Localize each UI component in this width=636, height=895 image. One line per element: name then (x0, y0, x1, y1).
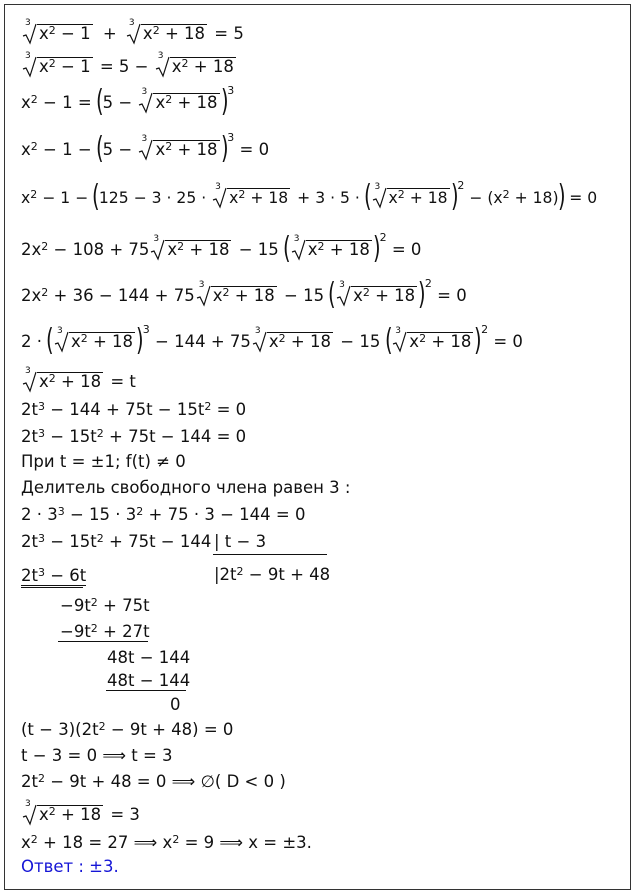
big-paren: ( (46, 322, 54, 358)
math-term: x (493, 189, 503, 207)
radical-index: 3 (56, 326, 63, 336)
math-term: + 18 (189, 240, 230, 259)
division-remainder-2: 48t − 144 (107, 648, 191, 667)
math-term: 125 − 3 · 25 · (98, 189, 207, 207)
exponent: 2 (30, 188, 38, 201)
radicand (351, 286, 417, 305)
cube-root (21, 18, 93, 44)
cube-root (125, 18, 207, 44)
math-term: + 18 (234, 286, 275, 305)
big-paren: ) (220, 83, 229, 119)
math-term: 2t (21, 400, 38, 419)
math-term: − 1 = (43, 93, 92, 112)
radicand (153, 93, 219, 112)
equation-line-16: t − 3 = 0 ⟹ t = 3 (21, 746, 173, 765)
division-subtract-1 (21, 566, 86, 586)
radical-index: 3 (25, 51, 31, 61)
cube-root (391, 326, 473, 352)
math-term: x (21, 93, 31, 112)
math-term: 2x (21, 240, 42, 259)
radicand (211, 286, 277, 305)
big-paren: ) (557, 178, 566, 214)
math-term: − 144 + 75 (155, 332, 251, 351)
exponent: 2 (502, 188, 510, 201)
answer-line: Ответ : ±3. (21, 857, 119, 876)
radical-index: 3 (157, 51, 164, 61)
math-term: + 75t − 144 (109, 532, 212, 551)
text-line-12: При t = ±1; f(t) ≠ 0 (21, 452, 186, 471)
radical-index: 3 (25, 366, 31, 376)
cube-root (290, 234, 372, 260)
big-paren: ( (92, 178, 100, 214)
equation-line-7 (21, 276, 467, 312)
cube-root (335, 280, 417, 306)
radicand (37, 57, 93, 76)
math-term: + 18 (177, 93, 218, 112)
exponent: 2 (379, 231, 387, 244)
cube-root (21, 366, 103, 392)
equation-line-18 (21, 799, 140, 825)
exponent: 2 (457, 179, 465, 192)
math-term: x (155, 93, 166, 112)
equation-line-19 (21, 833, 312, 853)
big-paren: ( (363, 178, 372, 214)
exponent: 2 (37, 772, 45, 785)
equation-line-1 (21, 18, 244, 44)
math-term: 2 · 3 (21, 505, 58, 524)
math-term: |2t (214, 565, 237, 584)
math-term: x (155, 140, 166, 159)
exponent: 2 (397, 188, 405, 201)
math-term: x (39, 24, 49, 43)
exponent: 2 (90, 596, 98, 609)
equation-line-9 (21, 366, 136, 392)
radicand (306, 240, 372, 259)
exponent: 2 (181, 57, 189, 70)
radicand (387, 188, 450, 207)
equation-line-10 (21, 400, 246, 420)
cube-root (21, 51, 93, 77)
exponent: 2 (317, 240, 325, 253)
exponent: 2 (48, 805, 56, 818)
radical-index: 3 (25, 18, 31, 28)
math-term: − 108 + 75 (53, 240, 150, 259)
exponent: 2 (48, 57, 56, 70)
math-term: + 75t (103, 596, 150, 615)
math-term: −9t (60, 622, 91, 641)
equation-line-11 (21, 427, 246, 447)
math-term: x (21, 140, 31, 159)
math-term: x (388, 189, 398, 207)
math-term: x (171, 57, 182, 76)
exponent: 2 (165, 140, 173, 153)
math-term: x (70, 332, 81, 351)
math-term: = 9 ⟹ x = ±3. (184, 833, 312, 852)
math-term: − (469, 189, 483, 207)
exponent: 2 (278, 332, 286, 345)
exponent: 2 (96, 427, 104, 440)
math-term: 5 − (102, 93, 133, 112)
big-paren: ( (95, 130, 104, 166)
math-term: x (39, 372, 49, 391)
radicand (153, 140, 219, 159)
math-term: + 18 (409, 189, 448, 207)
math-term: − 15 · 3 (69, 505, 137, 524)
radicand (37, 24, 93, 43)
radical-index: 3 (293, 234, 300, 244)
radical-index: 3 (153, 234, 160, 244)
division-quotient (214, 565, 330, 585)
math-term: x (307, 240, 318, 259)
big-paren: ) (372, 230, 381, 266)
division-subtract-3: 48t − 144 (107, 671, 191, 690)
math-term: 2t (21, 427, 38, 446)
cube-root (21, 799, 103, 825)
equation-line-4 (21, 130, 270, 166)
math-term: = 0 (216, 400, 247, 419)
exponent: 2 (362, 286, 370, 299)
equation-line-14 (21, 505, 305, 525)
exponent: 3 (37, 566, 45, 579)
math-term: − 15t (50, 427, 97, 446)
subtract-line-1 (21, 587, 83, 588)
exponent: 3 (227, 131, 235, 144)
cube-root (371, 182, 450, 208)
math-term: 2 · (21, 332, 42, 351)
divisor-line (213, 554, 327, 555)
math-term: + 75 · 3 − 144 = 0 (148, 505, 306, 524)
math-term: − 9t + 48) = 0 (110, 720, 234, 739)
exponent: 2 (30, 93, 38, 106)
math-term: = 3 (110, 805, 140, 824)
math-term: + 18 (61, 372, 102, 391)
division-subtract-2 (60, 622, 150, 642)
math-term: 2t (21, 772, 38, 791)
radicand (37, 805, 103, 824)
equation-line-17 (21, 772, 286, 792)
exponent: 3 (142, 323, 150, 336)
radicand (170, 57, 236, 76)
radicand (227, 188, 290, 207)
cube-root (154, 51, 236, 77)
radicand (407, 332, 473, 351)
math-term: − 144 + 75t − 15t (50, 400, 205, 419)
radical-index: 3 (198, 280, 205, 290)
math-term: = t (110, 372, 136, 391)
math-term: 2x (21, 286, 42, 305)
exponent: 2 (30, 833, 38, 846)
big-paren: ( (328, 276, 337, 312)
exponent: 2 (165, 93, 173, 106)
math-term: + (102, 24, 117, 43)
radicand (267, 332, 333, 351)
math-term: = 5 − (99, 57, 149, 76)
math-term (21, 566, 86, 586)
math-term: − 9t + 48 = 0 ⟹ ∅( D < 0 ) (50, 772, 286, 791)
math-term: −9t (60, 596, 91, 615)
exponent: 2 (41, 240, 49, 253)
big-paren: ) (450, 178, 459, 214)
exponent: 2 (177, 240, 185, 253)
radical-index: 3 (395, 326, 402, 336)
math-term: 2t (21, 532, 38, 551)
math-term: = 0 (569, 189, 598, 207)
cube-root (137, 87, 219, 113)
math-term: + 18 (164, 24, 206, 43)
exponent: 2 (48, 372, 56, 385)
cube-root (53, 326, 135, 352)
math-term: x (21, 189, 31, 207)
radical-index: 3 (254, 326, 261, 336)
cube-root (195, 280, 277, 306)
big-paren: ( (95, 83, 104, 119)
equation-line-6 (21, 230, 422, 266)
math-term: + 36 − 144 + 75 (53, 286, 195, 305)
math-term: x (39, 805, 49, 824)
radical-index: 3 (141, 134, 148, 144)
exponent: 2 (481, 323, 489, 336)
math-term: 5 − (102, 140, 133, 159)
math-term: x (21, 833, 31, 852)
equation-line-2 (21, 51, 238, 77)
radicand (69, 332, 135, 351)
equation-line-15 (21, 720, 233, 740)
radical-index: 3 (339, 280, 345, 290)
division-remainder-1 (60, 596, 150, 616)
exponent: 2 (172, 833, 180, 846)
math-term: − 1 − (42, 189, 89, 207)
math-term: + 18 (193, 57, 234, 76)
radical-index: 3 (374, 182, 381, 192)
subtract-line-2 (58, 641, 148, 642)
exponent: 2 (424, 277, 432, 290)
math-term: + 18 (92, 332, 134, 351)
math-term: + 18 (375, 286, 416, 305)
exponent: 3 (227, 84, 235, 97)
math-term: x (142, 24, 153, 43)
exponent: 2 (152, 24, 160, 37)
exponent: 2 (48, 24, 56, 37)
math-term: = 0 (493, 332, 523, 351)
exponent: 3 (37, 532, 45, 545)
math-term: + 18 (177, 140, 218, 159)
division-dividend (21, 532, 211, 552)
math-term: + 27t (103, 622, 150, 641)
cube-root (211, 182, 290, 208)
math-term: − 15 (340, 332, 381, 351)
math-term: + 18 (431, 332, 472, 351)
math-term: x (268, 332, 279, 351)
math-term: − 1 (61, 57, 91, 76)
exponent: 2 (80, 332, 88, 345)
exponent: 3 (37, 400, 45, 413)
math-term: − 6t (50, 566, 87, 585)
exponent: 2 (222, 286, 230, 299)
math-term: − 15t (50, 532, 97, 551)
math-term: − 15 (284, 286, 325, 305)
exponent: 2 (98, 720, 106, 733)
division-divisor: | t − 3 (214, 532, 267, 551)
math-term: − 9t + 48 (248, 565, 331, 584)
big-paren: ( (384, 322, 393, 358)
radicand (165, 240, 231, 259)
big-paren: ( (283, 230, 291, 266)
math-term: = 0 (437, 286, 467, 305)
math-term: + 18 (250, 189, 289, 207)
exponent: 2 (204, 400, 212, 413)
big-paren: ) (136, 322, 144, 358)
equation-line-3 (21, 83, 235, 119)
cube-root (149, 234, 231, 260)
math-term: = 0 (391, 240, 422, 259)
math-term: x (353, 286, 363, 305)
radical-index: 3 (25, 799, 31, 809)
math-term: + 18 (329, 240, 370, 259)
radical-index: 3 (128, 18, 135, 28)
math-term: + 18 = 27 ⟹ x (43, 833, 173, 852)
math-term: 2t (21, 566, 38, 585)
math-term: + 18 (290, 332, 331, 351)
exponent: 2 (238, 188, 246, 201)
math-term: − 1 − (43, 140, 92, 159)
math-term: (t − 3)(2t (21, 720, 99, 739)
equation-line-5: $x^2 - 1 - (125 - 3 \cdot 25$ · 3 $x^2 + 18 + 3 \cdot 5$ · ( 3 $x^2 + 18$ )$^2 - (x^2 + 18)) = 0$ (21, 178, 598, 214)
exponent: 2 (30, 140, 38, 153)
math-term: = 0 (239, 140, 270, 159)
exponent: 2 (96, 532, 104, 545)
math-term: + 18 (61, 805, 102, 824)
equation-line-8 (21, 322, 523, 358)
radicand (37, 372, 103, 391)
big-paren: ) (220, 130, 229, 166)
exponent: 2 (136, 505, 144, 518)
math-term: + 3 · 5 · (297, 189, 360, 207)
math-term: − 15 (238, 240, 279, 259)
math-term: − 1 (61, 24, 91, 43)
subtract-line-3 (106, 690, 186, 691)
math-term: x (409, 332, 420, 351)
math-term: = 5 (214, 24, 244, 43)
exponent: 3 (37, 427, 45, 440)
exponent: 2 (90, 622, 98, 635)
math-term: x (212, 286, 223, 305)
big-paren: ) (474, 322, 483, 358)
cube-root (251, 326, 333, 352)
exponent: 2 (419, 332, 427, 345)
math-term: x (167, 240, 178, 259)
big-paren: ) (418, 276, 426, 312)
text-line-13: Делитель свободного члена равен 3 : (21, 478, 351, 497)
division-remainder-final: 0 (170, 695, 181, 714)
math-term: + 75t − 144 = 0 (109, 427, 247, 446)
radical-index: 3 (141, 87, 148, 97)
exponent: 2 (236, 565, 244, 578)
math-term: x (39, 57, 49, 76)
math-term: x (229, 189, 239, 207)
radical-index: 3 (215, 182, 221, 192)
math-term: + 18 (514, 189, 553, 207)
cube-root (137, 134, 219, 160)
radicand (141, 24, 207, 43)
exponent: 2 (41, 286, 49, 299)
exponent: 3 (57, 505, 65, 518)
